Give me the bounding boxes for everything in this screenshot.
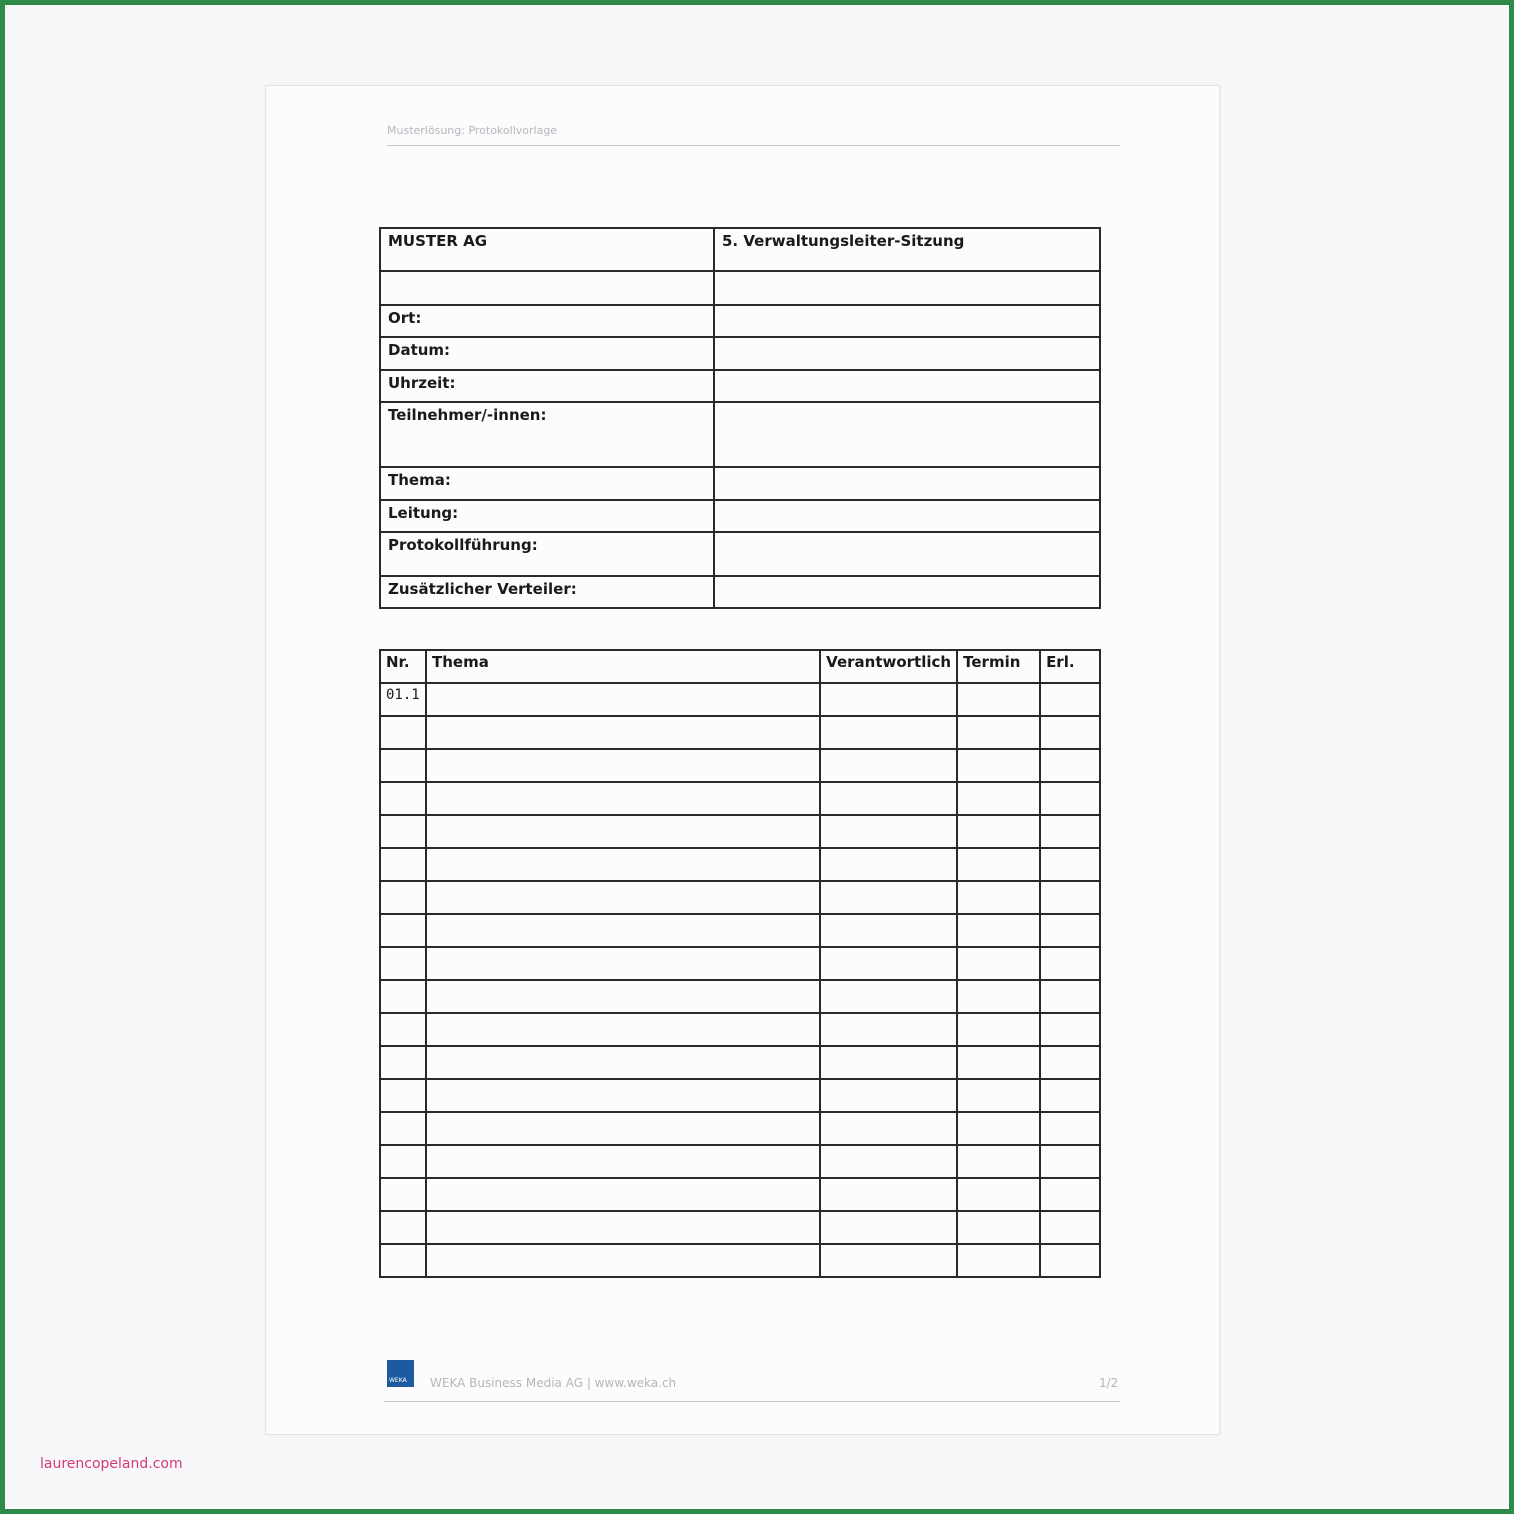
agenda-nr-cell[interactable] xyxy=(380,1178,426,1211)
agenda-verantwortlich-cell[interactable] xyxy=(820,683,957,716)
agenda-termin-cell[interactable] xyxy=(957,1079,1040,1112)
field-teilnehmer[interactable] xyxy=(714,402,1100,467)
agenda-row xyxy=(380,1046,1100,1079)
field-leitung[interactable] xyxy=(714,500,1100,532)
agenda-erl-cell[interactable] xyxy=(1040,716,1100,749)
field-protokollfuehrung[interactable] xyxy=(714,532,1100,576)
agenda-row xyxy=(380,881,1100,914)
empty-cell[interactable] xyxy=(714,271,1100,305)
meeting-info-table xyxy=(379,227,1101,609)
column-header-termin: Termin xyxy=(957,650,1040,683)
table-row xyxy=(380,467,1100,500)
field-verteiler[interactable] xyxy=(714,576,1100,608)
agenda-erl-cell[interactable] xyxy=(1040,815,1100,848)
agenda-erl-cell[interactable] xyxy=(1040,1112,1100,1145)
agenda-thema-cell[interactable] xyxy=(426,980,820,1013)
agenda-nr-cell[interactable] xyxy=(380,782,426,815)
agenda-verantwortlich-cell[interactable] xyxy=(820,1013,957,1046)
agenda-table xyxy=(379,649,1101,1278)
agenda-thema-cell[interactable] xyxy=(426,716,820,749)
agenda-termin-cell[interactable] xyxy=(957,914,1040,947)
agenda-thema-cell[interactable] xyxy=(426,881,820,914)
agenda-row xyxy=(380,1211,1100,1244)
agenda-nr-cell[interactable] xyxy=(380,1046,426,1079)
field-uhrzeit[interactable] xyxy=(714,370,1100,402)
agenda-verantwortlich-cell[interactable] xyxy=(820,848,957,881)
agenda-row xyxy=(380,1178,1100,1211)
agenda-termin-cell[interactable] xyxy=(957,1211,1040,1244)
agenda-nr: 01.1 xyxy=(380,683,426,716)
footer-divider xyxy=(384,1401,1120,1402)
agenda-thema-cell[interactable] xyxy=(426,683,820,716)
agenda-verantwortlich-cell[interactable] xyxy=(820,716,957,749)
agenda-thema-cell[interactable] xyxy=(426,1112,820,1145)
column-header-verantwortlich: Verantwortlich xyxy=(820,650,957,683)
table-row xyxy=(380,337,1100,370)
agenda-row xyxy=(380,815,1100,848)
agenda-termin-cell[interactable] xyxy=(957,716,1040,749)
agenda-erl-cell[interactable] xyxy=(1040,980,1100,1013)
agenda-row xyxy=(380,1013,1100,1046)
agenda-erl-cell[interactable] xyxy=(1040,1079,1100,1112)
agenda-nr-cell[interactable] xyxy=(380,980,426,1013)
agenda-row xyxy=(380,980,1100,1013)
agenda-erl-cell[interactable] xyxy=(1040,749,1100,782)
agenda-erl-cell[interactable] xyxy=(1040,782,1100,815)
label-protokollfuehrung: Protokollführung: xyxy=(380,532,714,576)
agenda-nr-cell[interactable] xyxy=(380,1244,426,1277)
table-row xyxy=(380,576,1100,608)
agenda-row xyxy=(380,848,1100,881)
agenda-nr-cell[interactable] xyxy=(380,848,426,881)
agenda-nr-cell[interactable] xyxy=(380,1145,426,1178)
agenda-nr-cell[interactable] xyxy=(380,914,426,947)
agenda-erl-cell[interactable] xyxy=(1040,1211,1100,1244)
column-header-erl: Erl. xyxy=(1040,650,1100,683)
table-row xyxy=(380,500,1100,532)
page-number: 1/2 xyxy=(1099,1376,1119,1390)
agenda-thema-cell[interactable] xyxy=(426,1211,820,1244)
watermark: laurencopeland.com xyxy=(40,1456,183,1472)
page-header: Musterlösung: Protokollvorlage xyxy=(387,124,558,137)
agenda-thema-cell[interactable] xyxy=(426,1178,820,1211)
agenda-thema-cell[interactable] xyxy=(426,1046,820,1079)
agenda-erl-cell[interactable] xyxy=(1040,914,1100,947)
agenda-header-row xyxy=(380,650,1100,683)
agenda-termin-cell[interactable] xyxy=(957,815,1040,848)
table-row xyxy=(380,402,1100,467)
agenda-row xyxy=(380,914,1100,947)
agenda-thema-cell[interactable] xyxy=(426,1145,820,1178)
agenda-nr-cell[interactable] xyxy=(380,716,426,749)
table-row xyxy=(380,532,1100,576)
label-thema: Thema: xyxy=(380,467,714,500)
weka-logo xyxy=(387,1360,414,1387)
agenda-nr-cell[interactable] xyxy=(380,815,426,848)
agenda-row xyxy=(380,1079,1100,1112)
agenda-termin-cell[interactable] xyxy=(957,947,1040,980)
agenda-thema-cell[interactable] xyxy=(426,1244,820,1277)
agenda-verantwortlich-cell[interactable] xyxy=(820,1244,957,1277)
agenda-termin-cell[interactable] xyxy=(957,1244,1040,1277)
agenda-verantwortlich-cell[interactable] xyxy=(820,1178,957,1211)
agenda-verantwortlich-cell[interactable] xyxy=(820,1145,957,1178)
agenda-termin-cell[interactable] xyxy=(957,1178,1040,1211)
agenda-nr-cell[interactable] xyxy=(380,947,426,980)
agenda-row xyxy=(380,947,1100,980)
agenda-row xyxy=(380,1244,1100,1277)
empty-cell[interactable] xyxy=(380,271,714,305)
label-ort: Ort: xyxy=(380,305,714,337)
table-row xyxy=(380,228,1100,271)
agenda-row xyxy=(380,749,1100,782)
table-row xyxy=(380,271,1100,305)
agenda-termin-cell[interactable] xyxy=(957,881,1040,914)
meeting-title: 5. Verwaltungsleiter-Sitzung xyxy=(714,228,1100,271)
agenda-nr-cell[interactable] xyxy=(380,1013,426,1046)
agenda-verantwortlich-cell[interactable] xyxy=(820,980,957,1013)
agenda-verantwortlich-cell[interactable] xyxy=(820,881,957,914)
agenda-erl-cell[interactable] xyxy=(1040,683,1100,716)
column-header-nr: Nr. xyxy=(380,650,426,683)
agenda-nr-cell[interactable] xyxy=(380,1079,426,1112)
agenda-verantwortlich-cell[interactable] xyxy=(820,1211,957,1244)
agenda-verantwortlich-cell[interactable] xyxy=(820,1079,957,1112)
agenda-erl-cell[interactable] xyxy=(1040,1244,1100,1277)
agenda-verantwortlich-cell[interactable] xyxy=(820,782,957,815)
agenda-erl-cell[interactable] xyxy=(1040,1145,1100,1178)
footer-company: WEKA Business Media AG | www.weka.ch xyxy=(430,1376,677,1390)
agenda-thema-cell[interactable] xyxy=(426,782,820,815)
agenda-body xyxy=(380,683,1100,1277)
agenda-termin-cell[interactable] xyxy=(957,848,1040,881)
agenda-termin-cell[interactable] xyxy=(957,1046,1040,1079)
agenda-nr-cell[interactable] xyxy=(380,749,426,782)
agenda-thema-cell[interactable] xyxy=(426,848,820,881)
agenda-thema-cell[interactable] xyxy=(426,914,820,947)
agenda-row xyxy=(380,782,1100,815)
agenda-row xyxy=(380,1112,1100,1145)
company-name: MUSTER AG xyxy=(380,228,714,271)
agenda-termin-cell[interactable] xyxy=(957,683,1040,716)
agenda-termin-cell[interactable] xyxy=(957,1013,1040,1046)
agenda-verantwortlich-cell[interactable] xyxy=(820,815,957,848)
agenda-erl-cell[interactable] xyxy=(1040,848,1100,881)
agenda-erl-cell[interactable] xyxy=(1040,1013,1100,1046)
agenda-erl-cell[interactable] xyxy=(1040,947,1100,980)
label-verteiler: Zusätzlicher Verteiler: xyxy=(380,576,714,608)
agenda-termin-cell[interactable] xyxy=(957,980,1040,1013)
field-ort[interactable] xyxy=(714,305,1100,337)
agenda-nr-cell[interactable] xyxy=(380,881,426,914)
label-datum: Datum: xyxy=(380,337,714,370)
table-row xyxy=(380,370,1100,402)
label-leitung: Leitung: xyxy=(380,500,714,532)
agenda-verantwortlich-cell[interactable] xyxy=(820,1046,957,1079)
logo-text: WEKA xyxy=(389,1377,407,1384)
agenda-verantwortlich-cell[interactable] xyxy=(820,947,957,980)
label-teilnehmer: Teilnehmer/-innen: xyxy=(380,402,714,467)
agenda-termin-cell[interactable] xyxy=(957,782,1040,815)
label-uhrzeit: Uhrzeit: xyxy=(380,370,714,402)
agenda-thema-cell[interactable] xyxy=(426,947,820,980)
agenda-thema-cell[interactable] xyxy=(426,1079,820,1112)
agenda-erl-cell[interactable] xyxy=(1040,881,1100,914)
agenda-erl-cell[interactable] xyxy=(1040,1046,1100,1079)
agenda-erl-cell[interactable] xyxy=(1040,1178,1100,1211)
agenda-termin-cell[interactable] xyxy=(957,1145,1040,1178)
agenda-nr-cell[interactable] xyxy=(380,1112,426,1145)
agenda-thema-cell[interactable] xyxy=(426,1013,820,1046)
agenda-verantwortlich-cell[interactable] xyxy=(820,914,957,947)
table-row xyxy=(380,305,1100,337)
header-divider xyxy=(387,145,1120,146)
agenda-row xyxy=(380,683,1100,716)
agenda-nr-cell[interactable] xyxy=(380,1211,426,1244)
agenda-thema-cell[interactable] xyxy=(426,815,820,848)
agenda-verantwortlich-cell[interactable] xyxy=(820,1112,957,1145)
agenda-termin-cell[interactable] xyxy=(957,1112,1040,1145)
column-header-thema: Thema xyxy=(426,650,820,683)
field-thema[interactable] xyxy=(714,467,1100,500)
agenda-verantwortlich-cell[interactable] xyxy=(820,749,957,782)
agenda-row xyxy=(380,716,1100,749)
field-datum[interactable] xyxy=(714,337,1100,370)
agenda-row xyxy=(380,1145,1100,1178)
agenda-termin-cell[interactable] xyxy=(957,749,1040,782)
agenda-thema-cell[interactable] xyxy=(426,749,820,782)
